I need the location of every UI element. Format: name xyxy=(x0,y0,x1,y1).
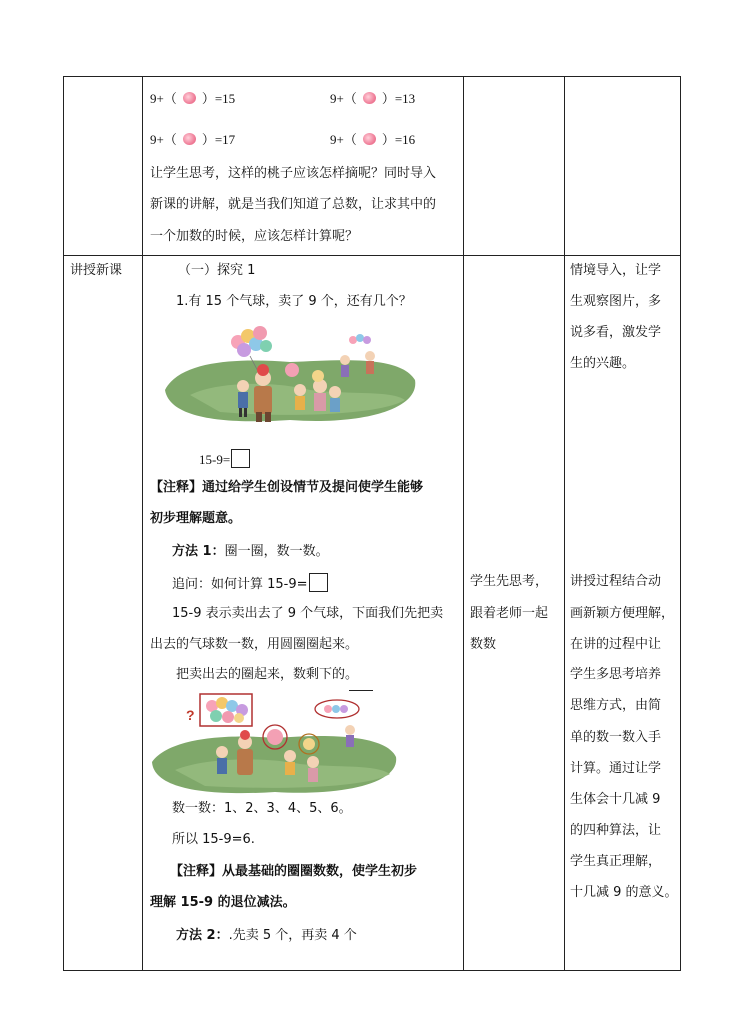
intro-para-line: 让学生思考，这样的桃子应该怎样摘呢？同时导入 xyxy=(150,166,437,181)
intent-line: 的四种算法，让 xyxy=(570,823,662,838)
explain-line: 出去的气球数一数，用圆圈圈起来。 xyxy=(150,637,359,652)
circle-instruction: 把卖出去的圈起来，数剩下的。 xyxy=(176,667,359,682)
intent-line: 学生真正理解， xyxy=(570,854,662,869)
method-label: 方法 1： xyxy=(172,544,225,559)
peach-icon xyxy=(363,92,376,104)
equation-text: ）=13 xyxy=(381,91,416,106)
result-text: 所以 15-9=6. xyxy=(172,832,255,847)
peach-icon xyxy=(183,92,196,104)
equation-text: 9+（ xyxy=(330,91,357,106)
equation-text: 15-9= xyxy=(199,452,231,467)
balloon-group-in-box xyxy=(206,697,248,723)
question-mark: ? xyxy=(186,707,195,723)
intent-line: 画新颖方便理解， xyxy=(570,606,675,621)
intent-line: 生体会十几减 9 xyxy=(570,792,661,807)
intro-para-line: 新课的讲解，就是当我们知道了总数，让求其中的 xyxy=(150,197,437,212)
intent-line: 学生多思考培养 xyxy=(570,667,662,682)
equation-text: 9+（ xyxy=(330,132,357,147)
equation-text: ）=17 xyxy=(201,132,236,147)
student-activity-line: 数数 xyxy=(470,637,497,652)
equation-2 xyxy=(330,90,415,108)
method-text: .先卖 5 个，再卖 4 个 xyxy=(228,928,357,943)
note-1-line: 【注释】通过给学生创设情节及提问使学生能够 xyxy=(150,480,424,495)
intro-para-line: 一个加数的时候，应该怎样计算呢？ xyxy=(150,229,359,244)
balloon-scene-illustration xyxy=(160,320,420,430)
intent-line: 计算。通过让学 xyxy=(570,761,662,776)
method-text: 圈一圈，数一数。 xyxy=(224,544,329,559)
intent-line: 生观察图片，多 xyxy=(570,294,662,309)
intent-line: 十几减 9 的意义。 xyxy=(570,885,678,900)
question-text: 追问：如何计算 15-9= xyxy=(172,577,308,592)
underline-mark xyxy=(349,690,373,691)
equation-1 xyxy=(150,90,235,108)
intent-line: 思维方式，由简 xyxy=(570,698,662,713)
problem-text: 1.有 15 个气球，卖了 9 个，还有几个？ xyxy=(176,294,412,309)
equation-3 xyxy=(150,131,235,149)
answer-box xyxy=(231,449,250,468)
equation-text: 9+（ xyxy=(150,132,177,147)
intent-line: 单的数一数入手 xyxy=(570,730,662,745)
student-activity-line: 跟着老师一起 xyxy=(470,606,549,621)
balloon-bunch xyxy=(231,326,272,357)
intent-line: 生的兴趣。 xyxy=(570,356,636,371)
follow-up-question xyxy=(172,573,328,594)
column-divider xyxy=(142,77,143,970)
intent-line: 情境导入，让学 xyxy=(570,263,662,278)
equation-15-9 xyxy=(199,449,250,469)
equation-text: ）=15 xyxy=(201,91,236,106)
intent-line: 讲授过程结合动 xyxy=(570,574,662,589)
count-text: 数一数：1、2、3、4、5、6。 xyxy=(172,801,352,816)
method-1 xyxy=(172,543,329,561)
circled-balloons-illustration xyxy=(150,692,400,798)
peach-icon xyxy=(363,133,376,145)
intent-line: 在讲的过程中让 xyxy=(570,637,662,652)
note-1-line: 初步理解题意。 xyxy=(150,511,242,526)
note-2-line: 【注释】从最基础的圈圈数数，使学生初步 xyxy=(170,864,418,879)
student-activity-line: 学生先思考， xyxy=(470,574,549,589)
method-2 xyxy=(176,927,357,945)
explain-line: 15-9 表示卖出去了 9 个气球，下面我们先把卖 xyxy=(172,606,444,621)
method-label: 方法 2： xyxy=(176,928,229,943)
intent-line: 说多看，激发学 xyxy=(570,325,662,340)
explore-title: （一）探究 1 xyxy=(178,263,256,278)
equation-text: ）=16 xyxy=(381,132,416,147)
equation-4 xyxy=(330,131,415,149)
answer-box xyxy=(309,573,328,592)
peach-icon xyxy=(183,133,196,145)
column-divider xyxy=(463,77,464,970)
note-2-line: 理解 15-9 的退位减法。 xyxy=(150,895,296,910)
row-divider xyxy=(64,255,680,256)
column-divider xyxy=(564,77,565,970)
section-label: 讲授新课 xyxy=(70,263,123,278)
equation-text: 9+（ xyxy=(150,91,177,106)
